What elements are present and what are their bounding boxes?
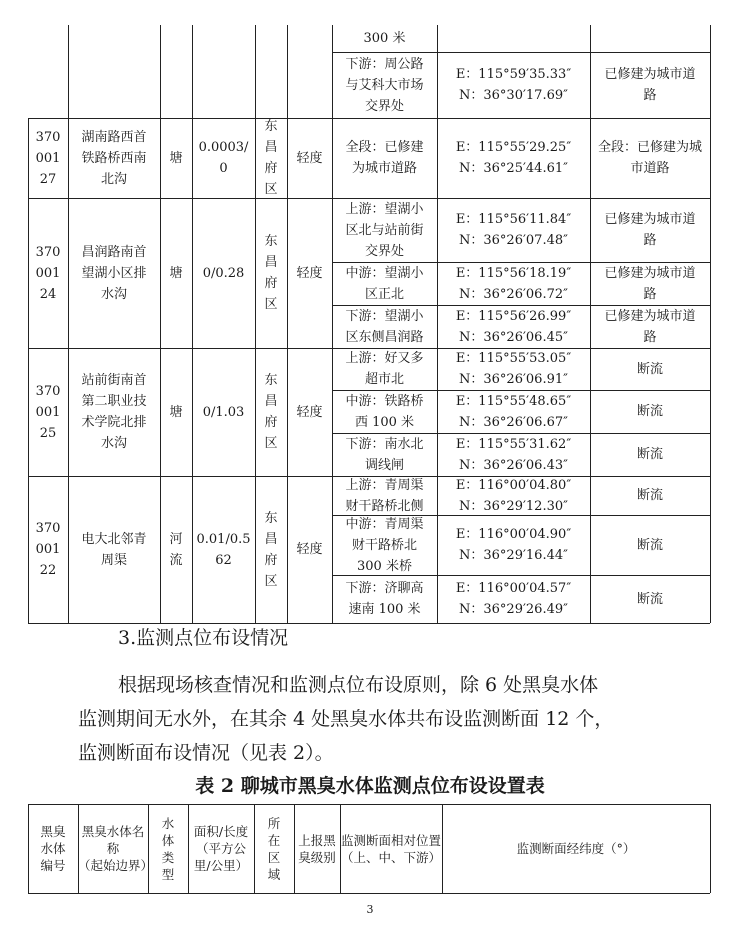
table-2-caption: 表 2 聊城市黑臭水体监测点位布设设置表	[195, 775, 545, 797]
coords-cell	[437, 348, 590, 390]
coords-cell	[437, 118, 590, 198]
area-cell	[192, 476, 255, 623]
coords-cell	[437, 52, 590, 118]
district-cell	[255, 198, 287, 348]
coords-cell-text: E：115°59′35.33″ N：36°30′17.69″	[455, 67, 572, 103]
coords-cell	[437, 390, 590, 433]
location-cell	[332, 262, 437, 305]
type-cell-text: 塘	[169, 265, 183, 281]
coords-cell	[437, 198, 590, 262]
table-rule	[68, 25, 69, 623]
district-cell	[255, 348, 287, 476]
status-cell	[590, 305, 710, 348]
status-cell	[590, 433, 710, 476]
type-cell	[160, 198, 192, 348]
page-number: 3	[366, 903, 374, 916]
name-cell	[68, 118, 160, 198]
id-cell	[28, 198, 68, 348]
table-2-header-text: 黑臭 水体 编号	[40, 824, 66, 873]
location-cell	[332, 575, 437, 623]
coords-cell	[437, 305, 590, 348]
table-2-header-text: 监测断面相对位置 （上、中、下游）	[340, 832, 441, 865]
table-2-header-cell	[148, 804, 188, 893]
coords-cell-text: E：115°55′31.62″ N：36°26′06.43″	[455, 436, 572, 473]
coords-cell-text: E：116°00′04.57″ N：36°29′26.49″	[455, 581, 572, 617]
location-cell-text: 下游：周公路 与艾科大市场 交界处	[345, 56, 424, 114]
table-2-header-text: 监测断面经纬度（°）	[516, 841, 636, 856]
table-2-header-cell	[294, 804, 340, 893]
status-cell-text: 断流	[636, 447, 663, 462]
type-cell	[160, 348, 192, 476]
table-rule	[590, 25, 591, 623]
table-rule	[437, 25, 438, 623]
id-cell	[28, 348, 68, 476]
paragraph-line-1: 根据现场核查情况和监测点位布设原则，除 6 处黑臭水体	[118, 674, 599, 696]
status-cell-text: 断流	[636, 404, 663, 419]
location-cell-text: 300 米	[363, 31, 406, 46]
level-cell-text: 轻度	[296, 404, 323, 420]
name-cell	[68, 198, 160, 348]
table-2-header-cell	[28, 804, 78, 893]
table-2-header-text: 黑臭水体名称 （起始边界）	[78, 824, 154, 873]
coords-cell	[437, 476, 590, 515]
table-2-header-cell	[78, 804, 154, 893]
level-cell	[287, 198, 332, 348]
status-cell	[590, 262, 710, 305]
level-cell-text: 轻度	[296, 265, 323, 281]
location-cell-text: 中游：铁路桥 西 100 米	[345, 393, 424, 430]
type-cell	[160, 476, 192, 623]
coords-cell	[437, 433, 590, 476]
district-cell-text: 东 昌 府 区	[264, 373, 278, 451]
district-cell	[255, 118, 287, 198]
section-heading: 3.监测点位布设情况	[118, 627, 289, 649]
location-cell-text: 中游：青周渠 财干路桥北 300 米桥	[345, 516, 424, 574]
id-cell-text: 370 001 22	[35, 521, 61, 578]
name-cell-text: 昌润路南首 望湖小区排 水沟	[81, 244, 147, 302]
location-cell-text: 上游：好又多 超市北	[345, 351, 424, 387]
name-cell	[68, 476, 160, 623]
name-cell-text: 站前街南首 第二职业技 术学院北排 水沟	[81, 373, 147, 451]
status-cell	[590, 348, 710, 390]
coords-cell	[437, 515, 590, 575]
id-cell-text: 370 001 27	[35, 129, 61, 187]
location-cell	[332, 52, 437, 118]
location-cell	[332, 25, 437, 52]
status-cell-text: 已修建为城市道 路	[604, 212, 696, 248]
location-cell-text: 下游：南水北 调线闸	[345, 436, 424, 473]
table-2-header-cell	[254, 804, 294, 893]
status-cell-text: 断流	[636, 591, 663, 607]
status-cell	[590, 515, 710, 575]
status-cell-text: 全段：已修建为城 市道路	[597, 140, 702, 176]
status-cell-text: 已修建为城市道 路	[604, 308, 696, 345]
area-cell-text: 0/0.28	[202, 265, 245, 281]
table-rule	[710, 804, 711, 893]
name-cell-text: 电大北邻青 周渠	[81, 531, 147, 568]
area-cell-text: 0.01/0.5 62	[196, 531, 251, 568]
status-cell	[590, 390, 710, 433]
table-rule	[192, 25, 193, 623]
area-cell	[192, 198, 255, 348]
location-cell-text: 中游：望湖小 区正北	[345, 265, 424, 302]
location-cell-text: 全段：已修建 为城市道路	[345, 140, 424, 176]
district-cell-text: 东 昌 府 区	[264, 119, 278, 197]
status-cell	[590, 476, 710, 515]
type-cell-text: 塘	[169, 150, 183, 166]
table-rule	[332, 25, 333, 623]
name-cell	[68, 348, 160, 476]
id-cell	[28, 118, 68, 198]
paragraph-line-2: 监测期间无水外，在其余 4 处黑臭水体共布设监测断面 12 个，	[78, 708, 614, 730]
table-rule	[28, 623, 710, 624]
table-2-header-text: 水 体 类 型	[161, 815, 175, 882]
location-cell	[332, 433, 437, 476]
table-rule	[287, 25, 288, 623]
coords-cell-text: E：115°56′26.99″ N：36°26′06.45″	[455, 308, 572, 345]
level-cell	[287, 118, 332, 198]
status-cell-text: 断流	[636, 361, 663, 377]
table-rule	[255, 25, 256, 623]
status-cell-text: 断流	[636, 488, 663, 503]
location-cell	[332, 348, 437, 390]
location-cell	[332, 118, 437, 198]
district-cell-text: 东 昌 府 区	[264, 234, 278, 312]
coords-cell-text: E：116°00′04.90″ N：36°29′16.44″	[455, 527, 572, 563]
status-cell-text: 断流	[636, 537, 663, 553]
level-cell	[287, 476, 332, 623]
paragraph-line-3: 监测断面布设情况（见表 2）。	[78, 742, 334, 764]
level-cell	[287, 348, 332, 476]
table-rule	[28, 118, 29, 623]
coords-cell-text: E：115°56′18.19″ N：36°26′06.72″	[455, 265, 572, 302]
district-cell-text: 东 昌 府 区	[264, 510, 278, 589]
area-cell-text: 0.0003/ 0	[198, 140, 249, 176]
status-cell-text: 已修建为城市道 路	[604, 265, 696, 302]
location-cell-text: 上游：望湖小 区北与站前街 交界处	[345, 201, 424, 259]
table-2-header-text: 上报黑 臭级别	[298, 832, 336, 865]
location-cell	[332, 198, 437, 262]
type-cell-text: 塘	[169, 404, 183, 420]
table-2-header-cell	[442, 804, 710, 893]
level-cell-text: 轻度	[296, 542, 323, 557]
table-2-header-text: 所 在 区 域	[267, 815, 281, 882]
status-cell-text: 已修建为城市道 路	[604, 67, 696, 103]
district-cell	[255, 476, 287, 623]
coords-cell-text: E：115°55′53.05″ N：36°26′06.91″	[455, 351, 572, 387]
coords-cell	[437, 262, 590, 305]
id-cell	[28, 476, 68, 623]
location-cell	[332, 515, 437, 575]
table-2-header-cell	[188, 804, 254, 893]
coords-cell	[437, 575, 590, 623]
id-cell-text: 370 001 25	[35, 383, 61, 441]
table-2-header-text: 面积/长度 （平方公 里/公里）	[193, 824, 249, 873]
area-cell-text: 0/1.03	[202, 404, 245, 420]
table-rule	[28, 893, 710, 894]
coords-cell-text: E：116°00′04.80″ N：36°29′12.30″	[455, 477, 572, 514]
type-cell-text: 河 流	[169, 531, 183, 568]
status-cell	[590, 575, 710, 623]
coords-cell-text: E：115°55′48.65″ N：36°26′06.67″	[455, 393, 572, 430]
name-cell-text: 湖南路西首 铁路桥西南 北沟	[81, 129, 147, 187]
location-cell-text: 上游：青周渠 财干路桥北侧	[345, 477, 424, 514]
location-cell	[332, 476, 437, 515]
table-2-header-cell	[340, 804, 442, 893]
location-cell	[332, 390, 437, 433]
id-cell-text: 370 001 24	[35, 244, 61, 302]
location-cell	[332, 305, 437, 348]
table-rule	[710, 25, 711, 623]
type-cell	[160, 118, 192, 198]
area-cell	[192, 118, 255, 198]
level-cell-text: 轻度	[296, 150, 323, 166]
area-cell	[192, 348, 255, 476]
coords-cell-text: E：115°56′11.84″ N：36°26′07.48″	[455, 212, 572, 248]
status-cell	[590, 118, 710, 198]
coords-cell-text: E：115°55′29.25″ N：36°25′44.61″	[455, 140, 572, 176]
location-cell-text: 下游：济聊高 速南 100 米	[345, 581, 424, 617]
status-cell	[590, 198, 710, 262]
table-rule	[160, 25, 161, 623]
status-cell	[590, 52, 710, 118]
location-cell-text: 下游：望湖小 区东侧昌润路	[345, 308, 424, 345]
